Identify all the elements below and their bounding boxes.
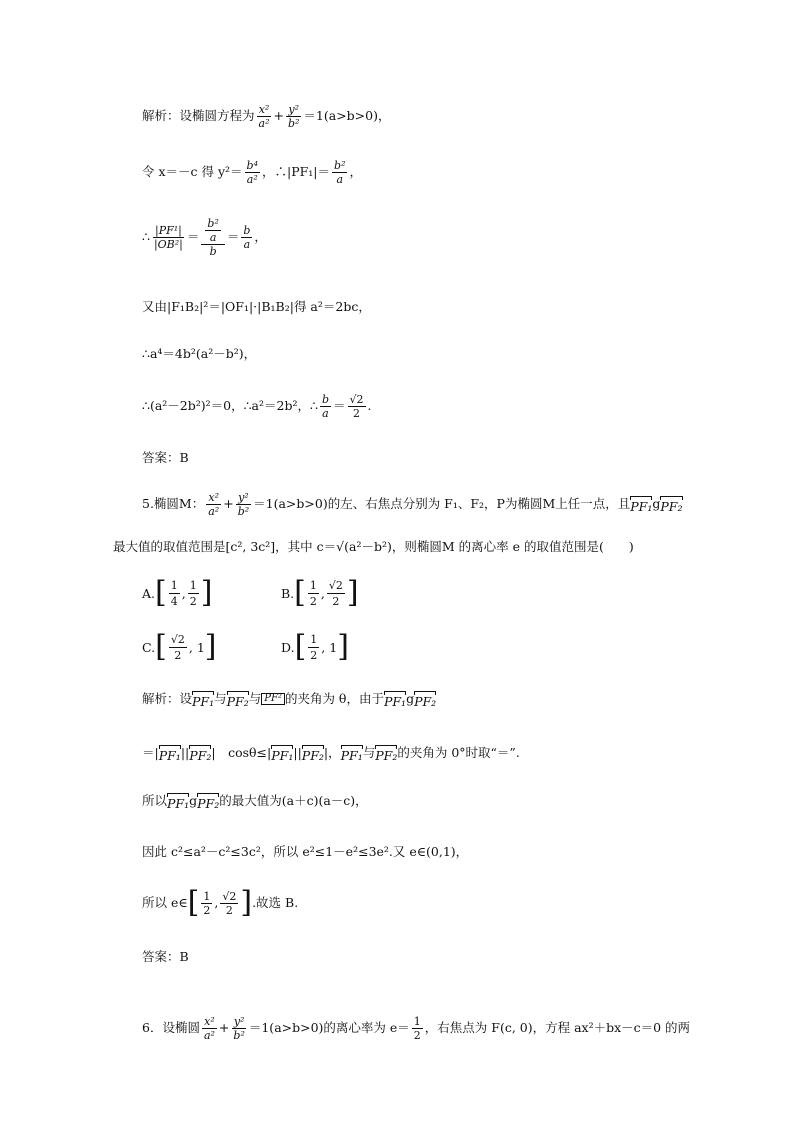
fraction-half — [412, 1016, 423, 1041]
text: .故选 B. — [252, 894, 299, 910]
bracket: [ — [187, 885, 200, 920]
text: g — [189, 793, 198, 808]
boxed-symbol: PF² — [261, 693, 285, 705]
denominator: a — [336, 173, 344, 186]
fraction — [308, 579, 319, 608]
denominator: 2 — [203, 903, 211, 917]
numerator: |PF¹| — [154, 224, 182, 237]
numerator: b⁴ — [246, 159, 258, 172]
fraction-x2-a2 — [202, 1016, 217, 1041]
fraction-sqrt2-2 — [348, 394, 366, 419]
text: |， — [323, 745, 341, 760]
numerator: y² — [288, 103, 299, 116]
question-6-line-1 — [142, 1016, 690, 1041]
numerator: 1 — [310, 632, 318, 646]
solution-line-6: ∴(a²－2b²)²＝0，∴a²＝2b²，∴ $\frac{b}{a}$ ＝ $\frac{√2}{2}$ . — [142, 393, 372, 420]
denominator: a — [209, 231, 217, 244]
text: ＝1(a>b>0)， — [303, 108, 391, 124]
denominator: b² — [237, 505, 250, 518]
option-label: A. — [142, 585, 156, 601]
text: 因此 c²≤a²－c²≤3c²，所以 e²≤1－e²≤3e².又 e∈(0,1)， — [142, 844, 469, 859]
fraction — [327, 579, 345, 608]
vector-pf2: PF₂ — [375, 744, 397, 763]
denominator: 4 — [170, 594, 178, 608]
plus: + — [218, 1020, 230, 1036]
denominator: 2 — [413, 1029, 421, 1042]
option-a[interactable] — [142, 575, 213, 610]
text: 最大值的取值范围是[c², 3c²]，其中 c＝√(a²－b²)，则椭圆M 的离心率 e 的取值范围是( ) — [113, 539, 634, 554]
solution-line-3 — [142, 218, 267, 257]
fraction — [169, 633, 187, 662]
bracket: ] — [346, 575, 359, 610]
denominator: a — [243, 238, 251, 251]
text: 所以 — [142, 793, 168, 808]
text: ＝1(a>b>0)的左、右焦点分别为 F₁、F₂，P为椭圆M上任一点，且 — [253, 496, 631, 512]
denominator: 2 — [310, 648, 318, 662]
denominator: 2 — [225, 903, 233, 917]
text: ， — [349, 164, 362, 180]
vector-pf2: PF₂ — [660, 495, 682, 514]
denominator: a² — [208, 505, 220, 518]
vector-pf1: PF₁ — [341, 744, 363, 763]
fraction-pf1-ob2 — [152, 225, 185, 250]
numerator: x² — [204, 1015, 215, 1028]
compound-fraction — [201, 218, 224, 257]
denominator: |OB²| — [153, 238, 183, 251]
fraction — [169, 579, 180, 608]
equals: ＝ — [186, 229, 200, 245]
plus: + — [273, 108, 284, 124]
vector-pf1: PF₁ — [167, 792, 189, 811]
fraction — [188, 579, 199, 608]
denominator: 2 — [332, 594, 340, 608]
numerator: √2 — [328, 578, 343, 592]
text: 答案：B — [142, 450, 189, 465]
text: ∴a⁴＝4b²(a²－b²)， — [142, 346, 257, 361]
denominator: a² — [246, 173, 258, 186]
answer-2 — [142, 951, 189, 964]
text: 的夹角为 0°时取“＝”. — [397, 745, 520, 760]
vector-pf1: PF₁ — [192, 690, 214, 709]
text: 与 — [362, 745, 376, 760]
fraction-y2-b2 — [231, 1016, 246, 1041]
numerator: b — [321, 393, 329, 406]
numerator: 1 — [309, 578, 317, 592]
numerator — [201, 218, 224, 245]
solution-line-4 — [142, 301, 371, 314]
denominator: a² — [258, 117, 270, 130]
fraction-b-a — [320, 394, 331, 419]
fraction-x2-a2 — [257, 104, 272, 129]
answer-1 — [142, 452, 189, 465]
numerator: b² — [207, 217, 219, 230]
solution-line-2 — [142, 160, 362, 185]
solution-5-line-4 — [142, 846, 468, 859]
solution-line-1 — [142, 104, 390, 129]
numerator: 1 — [170, 578, 178, 592]
bracket: [ — [294, 575, 306, 610]
fraction-y2-b2 — [236, 492, 251, 517]
numerator: 1 — [189, 578, 197, 592]
text: || — [293, 745, 302, 760]
denominator: 2 — [353, 407, 360, 420]
text: 6．设椭圆 — [142, 1020, 200, 1036]
denominator: 2 — [309, 594, 317, 608]
vector-pf2: PF₂ — [227, 690, 249, 709]
denominator: b² — [287, 117, 300, 130]
bracket: ] — [200, 575, 213, 610]
text: 解析：设椭圆方程为 — [142, 108, 255, 124]
bracket: [ — [155, 575, 167, 610]
numerator: b² — [334, 159, 346, 172]
denominator: 2 — [189, 594, 197, 608]
comma: , — [181, 585, 186, 601]
solution-5-line-1 — [142, 690, 436, 709]
equals: ＝ — [226, 229, 240, 245]
option-label: C. — [142, 639, 156, 655]
text: 又由|F₁B₂|²＝|OF₁|·|B₁B₂|得 a²＝2bc， — [142, 299, 371, 314]
text: g — [652, 496, 661, 512]
vector-pf2: PF₂ — [197, 792, 219, 811]
numerator: √2 — [349, 393, 364, 406]
inner-fraction — [205, 218, 220, 243]
numerator: b — [243, 224, 251, 237]
text: | cosθ≤| — [211, 745, 272, 760]
bracket: [ — [155, 629, 167, 664]
text: ＝1(a>b>0)的离心率为 e＝ — [248, 1020, 410, 1036]
numerator: √2 — [170, 632, 185, 646]
text: 令 x＝－c 得 y²＝ — [142, 164, 243, 180]
denominator: a² — [203, 1029, 215, 1042]
fraction-y2-b2 — [286, 104, 301, 129]
fraction — [201, 891, 212, 916]
comma: , — [188, 639, 193, 655]
numerator: x² — [208, 491, 220, 504]
number: 1 — [329, 639, 338, 655]
option-c[interactable] — [142, 629, 217, 664]
comma: , — [214, 894, 219, 910]
comma: , — [320, 585, 325, 601]
option-label: B. — [281, 585, 295, 601]
text: ∴(a²－2b²)²＝0，∴a²＝2b²，∴ — [142, 398, 318, 414]
numerator: y² — [233, 1015, 245, 1028]
fraction-b-a — [241, 225, 252, 250]
fraction-b2-a — [332, 160, 347, 185]
vector-pf2: PF₂ — [414, 690, 436, 709]
solution-5-line-5 — [142, 885, 299, 920]
text: ， — [254, 229, 267, 245]
text: 的最大值为(a＋c)(a－c)， — [219, 793, 368, 808]
text: || — [180, 745, 190, 760]
text: 与 — [214, 691, 227, 706]
vector-pf2: PF₂ — [189, 744, 211, 763]
text: ，∴|PF₁|＝ — [262, 164, 331, 180]
fraction — [220, 891, 238, 916]
plus: + — [223, 496, 234, 512]
text: 答案：B — [142, 949, 189, 964]
text: . — [367, 398, 372, 414]
text: 的夹角为 θ，由于 — [284, 691, 384, 706]
option-label: D. — [281, 639, 295, 655]
text: ，右焦点为 F(c, 0)，方程 ax²＋bx－c＝0 的两 — [424, 1020, 691, 1036]
bracket: [ — [294, 629, 307, 664]
vector-pf2: PF₂ — [302, 744, 324, 763]
numerator: y² — [238, 491, 249, 504]
text: 5.椭圆M： — [142, 496, 205, 512]
numerator: 1 — [203, 889, 211, 903]
denominator: a — [322, 407, 329, 420]
fraction-x2-a2 — [206, 492, 221, 517]
text: 与 — [248, 691, 262, 706]
option-b[interactable] — [281, 575, 359, 610]
solution-5-line-3 — [142, 792, 368, 811]
text: ∴ — [142, 229, 150, 245]
solution-5-line-2 — [142, 744, 520, 763]
question-5-line-2 — [113, 541, 634, 554]
question-5-line-1 — [142, 492, 683, 517]
text: 解析：设 — [142, 691, 193, 706]
vector-pf1: PF₁ — [384, 690, 406, 709]
denominator: b² — [233, 1029, 245, 1042]
bracket: ] — [204, 629, 217, 664]
numerator: √2 — [222, 889, 237, 903]
text: g — [406, 691, 415, 706]
numerator: 1 — [413, 1015, 421, 1028]
vector-pf1: PF₁ — [159, 744, 181, 763]
denominator: 2 — [174, 648, 182, 662]
number: 1 — [196, 639, 205, 655]
bracket: ] — [337, 629, 349, 664]
text: 所以 e∈ — [142, 894, 188, 910]
text: ＝| — [142, 745, 159, 760]
bracket: ] — [240, 885, 253, 920]
vector-pf1: PF₁ — [271, 744, 293, 763]
fraction-b4-a2 — [245, 160, 260, 185]
fraction — [308, 633, 319, 662]
vector-pf1: PF₁ — [630, 495, 652, 514]
denominator: b — [209, 245, 217, 258]
option-d[interactable] — [281, 629, 349, 664]
numerator: x² — [258, 103, 270, 116]
solution-line-5 — [142, 348, 256, 361]
comma: , — [321, 639, 326, 655]
